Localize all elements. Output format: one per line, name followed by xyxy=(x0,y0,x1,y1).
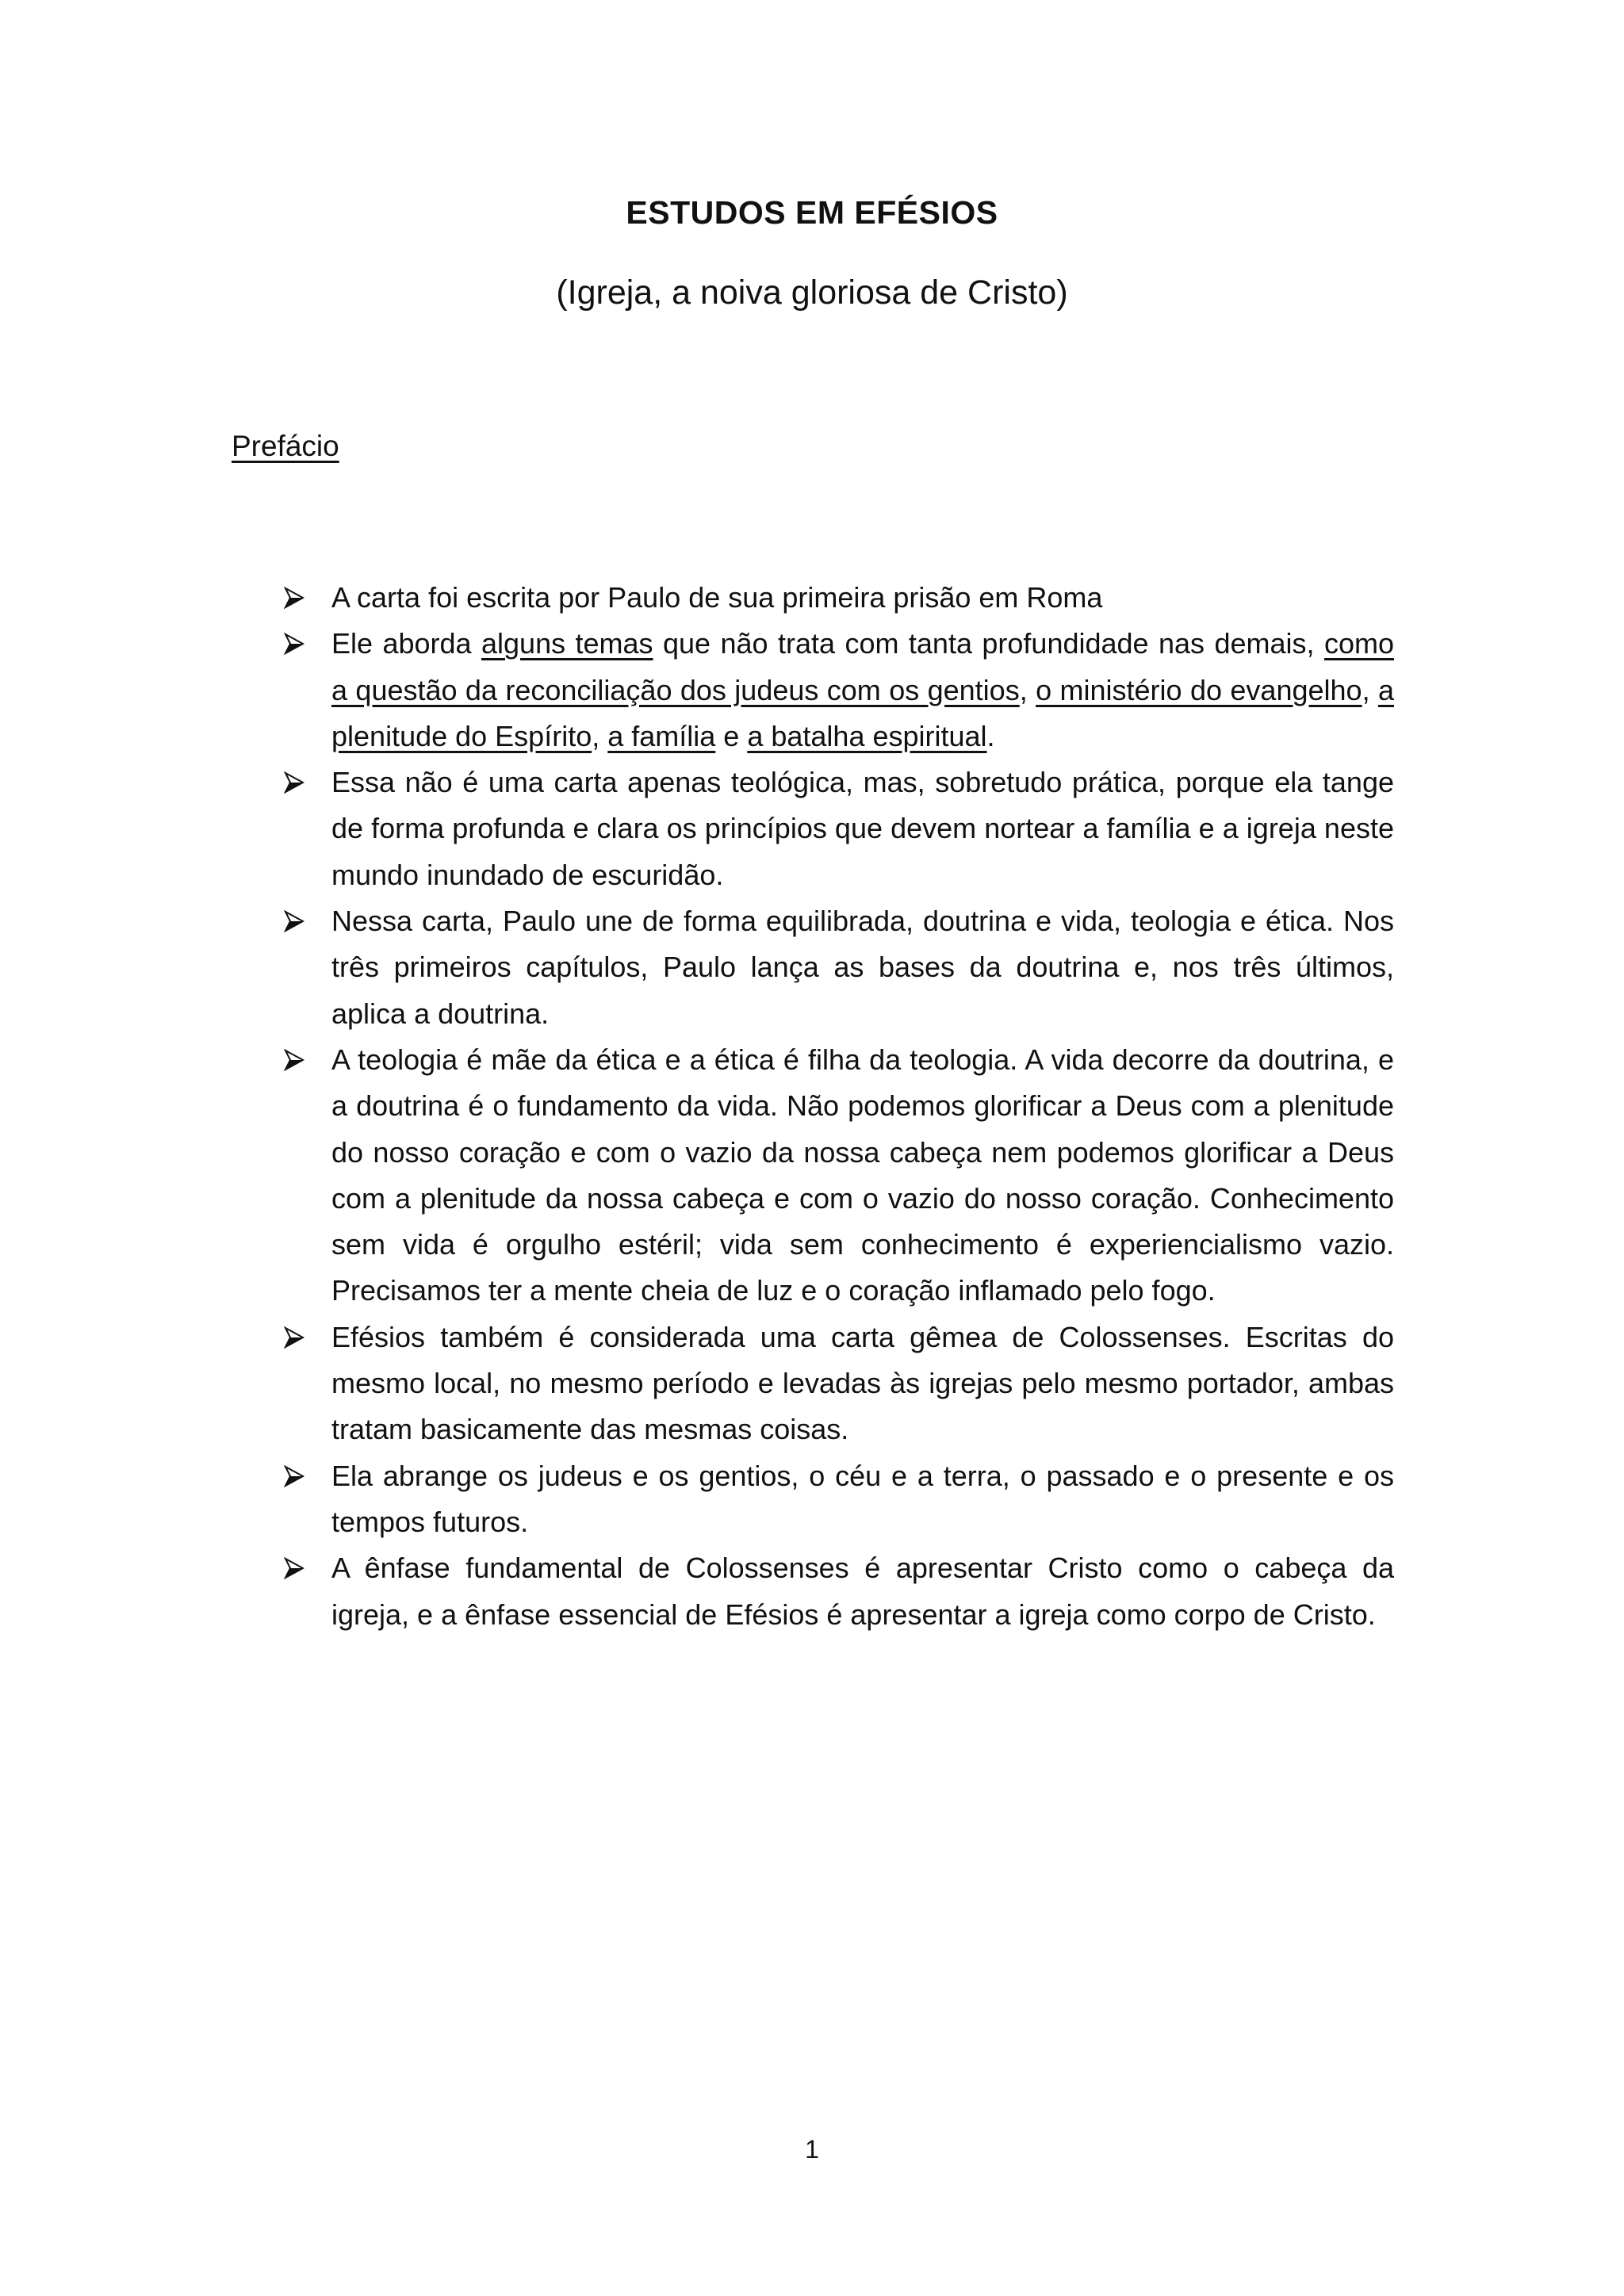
underlined-topic: a plenitude do Espírito xyxy=(331,673,1394,752)
bullet-item xyxy=(284,1314,1394,1453)
underlined-topic: alguns temas xyxy=(481,627,653,660)
bullet-list xyxy=(284,575,1394,1638)
arrowhead-bullet-icon xyxy=(284,1314,311,1360)
arrowhead-bullet-icon xyxy=(284,760,311,806)
underlined-topic: o ministério do evangelho xyxy=(1036,673,1362,706)
bullet-item xyxy=(284,1037,1394,1314)
document-title: ESTUDOS EM EFÉSIOS xyxy=(626,194,998,231)
arrowhead-bullet-icon xyxy=(284,898,311,944)
bullet-text: A teologia é mãe da ética e a ética é filha da teologia. A vida decorre da doutrina, e a doutrina é o fundamento da vida. Não podemos glorificar a Deus com a plenitude do nosso coração e com o vazio da nossa cabeça nem podemos glorificar a Deus com a plenitude da nossa cabeça e com o vazio do nosso coração. Conhecimento sem vida é orgulho estéril; vida sem conhecimento é experiencialismo vazio. Precisamos ter a mente cheia de luz e o coração inflamado pelo fogo. xyxy=(331,1043,1394,1307)
arrowhead-bullet-icon xyxy=(284,1453,311,1499)
document-subtitle: (Igreja, a noiva gloriosa de Cristo) xyxy=(556,274,1068,312)
bullet-text: e xyxy=(715,719,748,752)
arrowhead-bullet-icon xyxy=(284,1545,311,1591)
arrowhead-bullet-icon xyxy=(284,1037,311,1083)
bullet-item xyxy=(284,1453,1394,1546)
bullet-item xyxy=(284,760,1394,898)
bullet-item xyxy=(284,575,1394,621)
underlined-topic: como a questão da reconciliação dos judeus com os gentios xyxy=(331,627,1394,706)
bullet-text: Ele aborda xyxy=(331,627,481,660)
bullet-text: Ela abrange os judeus e os gentios, o céu e a terra, o passado e o presente e os tempos futuros. xyxy=(331,1459,1394,1538)
bullet-text: , xyxy=(1362,673,1378,706)
bullet-text: , xyxy=(1019,673,1036,706)
bullet-text: A carta foi escrita por Paulo de sua primeira prisão em Roma xyxy=(331,581,1103,614)
bullet-text: Essa não é uma carta apenas teológica, mas, sobretudo prática, porque ela tange de forma profunda e clara os princípios que devem nortear a família e a igreja neste mundo inundado de escuridão. xyxy=(331,766,1394,891)
bullet-text: A ênfase fundamental de Colossenses é apresentar Cristo como o cabeça da igreja, e a ênfase essencial de Efésios é apresentar a igreja como corpo de Cristo. xyxy=(331,1552,1394,1631)
underlined-topic: a batalha espiritual xyxy=(747,719,987,752)
bullet-text: Efésios também é considerada uma carta gêmea de Colossenses. Escritas do mesmo local, no mesmo período e levadas às igrejas pelo mesmo portador, ambas tratam basicamente das mesmas coisas. xyxy=(331,1320,1394,1446)
bullet-item xyxy=(284,1545,1394,1638)
bullet-text: . xyxy=(986,719,995,752)
bullet-text: Nessa carta, Paulo une de forma equilibrada, doutrina e vida, teologia e ética. Nos três primeiros capítulos, Paulo lança as bases da doutrina e, nos três últimos, aplica a doutrina. xyxy=(331,905,1394,1030)
underlined-topic: a família xyxy=(607,719,716,752)
page-number: 1 xyxy=(805,2135,819,2164)
bullet-text: , xyxy=(592,719,608,752)
section-heading: Prefácio xyxy=(232,430,339,462)
bullet-item xyxy=(284,898,1394,1037)
arrowhead-bullet-icon xyxy=(284,621,311,667)
bullet-text: que não trata com tanta profundidade nas demais, xyxy=(653,627,1324,660)
bullet-item xyxy=(284,621,1394,760)
arrowhead-bullet-icon xyxy=(284,575,311,621)
